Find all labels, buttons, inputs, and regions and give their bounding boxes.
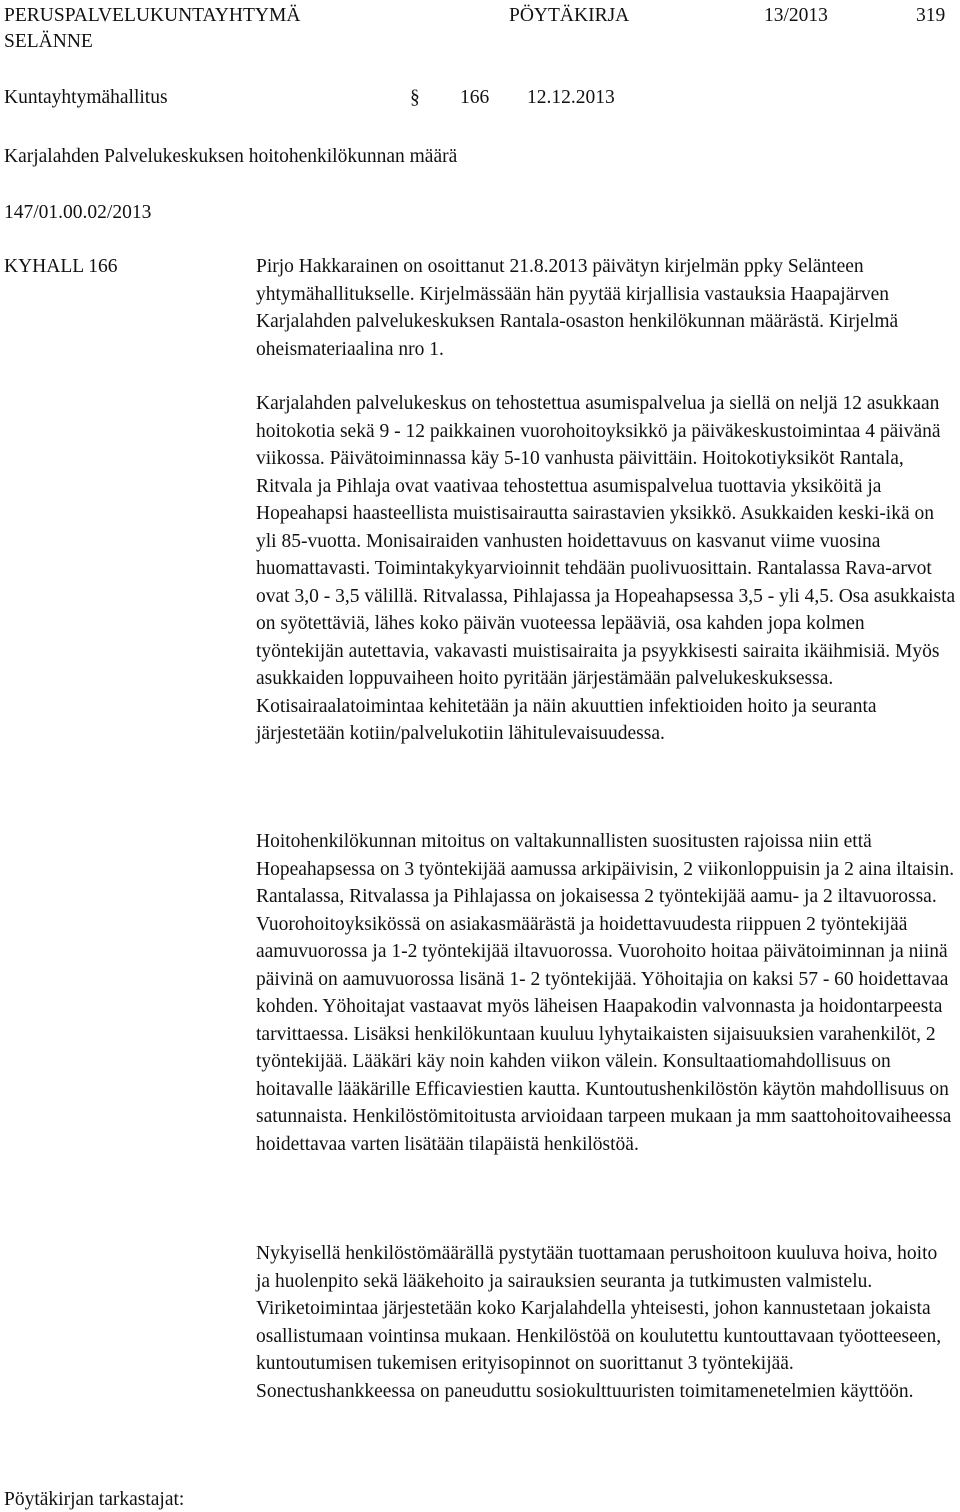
organization-subname: SELÄNNE bbox=[4, 31, 93, 52]
body-paragraph: Pirjo Hakkarainen on osoittanut 21.8.2013 päivätyn kirjelmän ppky Selänteen yhtymähallitukselle. Kirjelmässään hän pyytää kirjallisia vastauksia Haapajärven Karjalahden palvelukeskuksen Rantala-osaston henkilökunnan määrästä. Kirjelmä oheismateriaalina nro 1. bbox=[256, 256, 899, 360]
issue-number: 13/2013 bbox=[764, 5, 828, 26]
body-paragraph: Nykyisellä henkilöstömäärällä pystytään tuottamaan perushoitoon kuuluva hoiva, hoito ja huolenpito sekä lääkehoito ja sairauksien seuranta ja tutkimusten valmistelu. Viriketoimintaa järjestetään koko Karjalahdella yhteisesti, johon kannustetaan jokaista osallistumaan vointinsa mukaan. Henkilöstöä on koulutettu kuntouttavaan työotteeseen, kuntoutumisen tukemisen erityisopinnot on suorittanut 3 työntekijää. Sonectushankkeessa on paneuduttu sosiokulttuuristen toimitamenetelmien käyttöön. bbox=[256, 1243, 942, 1402]
meeting-date: 12.12.2013 bbox=[527, 87, 615, 108]
reviewers-label: Pöytäkirjan tarkastajat: bbox=[4, 1489, 185, 1510]
page-number: 319 bbox=[916, 5, 946, 26]
item-title: Karjalahden Palvelukeskuksen hoitohenkilökunnan määrä bbox=[4, 146, 458, 167]
meeting-section: 166 bbox=[460, 87, 490, 108]
body-paragraph: Karjalahden palvelukeskus on tehostettua asumispalvelua ja siellä on neljä 12 asukkaan hoitokotia sekä 9 - 12 paikkainen vuorohoitoyksikkö ja päiväkeskustoimintaa 4 päivänä viikossa. Päivätoiminnassa käy 5-10 vanhusta päivittäin. Hoitokotiyksiköt Rantala, Ritvala ja Pihlaja ovat vaativaa tehostettua asumispalvelua tuottavia yksiköitä ja Hopeahapsi haasteellista muistisairautta sairastavien yksikkö. Asukkaiden keski-ikä on yli 85-vuotta. Monisairaiden vanhusten hoidettavuus on kasvanut viime vuosina huomattavasti. Toimintakykyarvioinnit tehdään puolivuosittain. Rantalassa Rava-arvot ovat 3,0 - 3,5 välillä. Ritvalassa, Pihlajassa ja Hopeahapsessa 3,5 - yli 4,5. Osa asukkaista on syötettäviä, lähes koko päivän vuoteessa lepääviä, osa kahden jopa kolmen työntekijän autettavia, vakavasti muistisairaita ja psyykkisesti sairaita ikäihmisiä. Myös asukkaiden loppuvaiheen hoito pyritään järjestämään palvelukeskuksessa. Kotisairaalatoimintaa kehitetään ja näin akuuttien infektioiden hoito ja seuranta järjestetään kotiin/palvelukotiin lähitulevaisuudessa. bbox=[256, 393, 956, 744]
section-label: KYHALL 166 bbox=[4, 256, 118, 277]
document-type: PÖYTÄKIRJA bbox=[509, 5, 630, 26]
meeting-body: Kuntayhtymähallitus bbox=[4, 87, 168, 108]
section-symbol: § bbox=[410, 87, 420, 108]
body-paragraph: Hoitohenkilökunnan mitoitus on valtakunnallisten suositusten rajoissa niin että Hopeahapsessa on 3 työntekijää aamussa arkipäivisin, 2 viikonloppuisin ja 2 aina iltaisin. Rantalassa, Ritvalassa ja Pihlajassa on jokaisessa 2 työntekijää aamu- ja 2 iltavuorossa. Vuorohoitoyksikössä on asiakasmäärästä ja hoidettavuudesta riippuen 2 työntekijää aamuvuorossa ja 1-2 työntekijää iltavuorossa. Vuorohoito hoitaa päivätoiminnan ja niinä päivinä on aamuvuorossa lisänä 1- 2 työntekijää. Yöhoitajia on kaksi 57 - 60 hoidettavaa kohden. Yöhoitajat vastaavat myös läheisen Haapakodin valvonnasta ja hoidontarpeesta tarvittaessa. Lisäksi henkilökuntaan kuuluu lyhytaikaisten sijaisuuksien varahenkilöt, 2 työntekijää. Lääkäri käy noin kahden viikon välein. Konsultaatiomahdollisuus on hoitavalle lääkärille Efficaviestien kautta. Kuntoutushenkilöstön käytön mahdollisuus on satunnaista. Henkilöstömitoitusta arvioidaan tarpeen mukaan ja mm saattohoitovaiheessa hoidettavaa varten lisätään tilapäistä henkilöstöä. bbox=[256, 831, 955, 1155]
organization-name: PERUSPALVELUKUNTAYHTYMÄ bbox=[4, 5, 301, 26]
record-number: 147/01.00.02/2013 bbox=[4, 202, 152, 223]
